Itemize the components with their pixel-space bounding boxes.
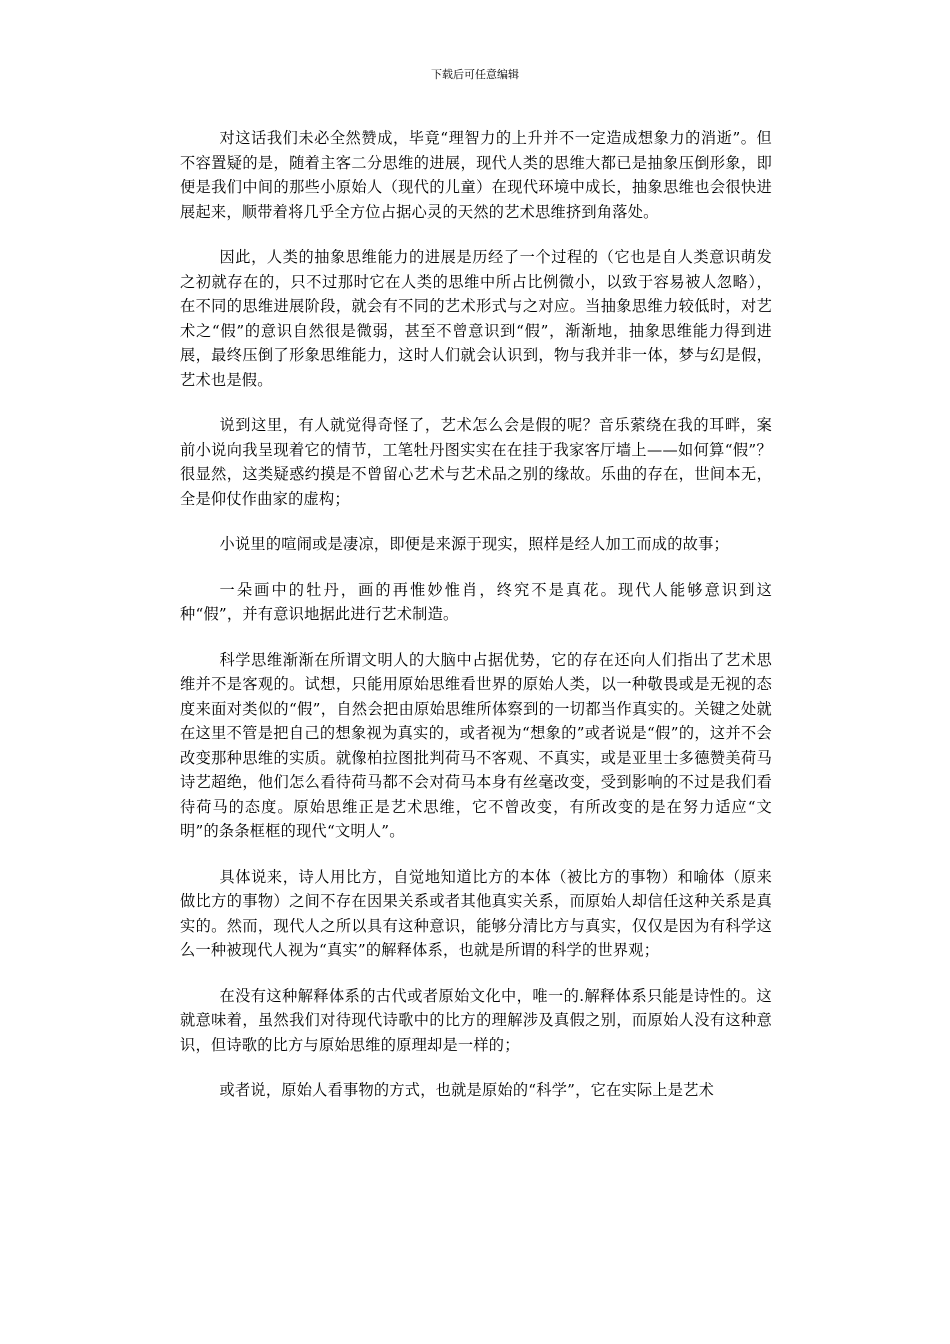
paragraph: 小说里的喧闹或是凄凉，即便是来源于现实，照样是经人加工而成的故事； — [219, 535, 729, 553]
paragraph: 对这话我们未必全然赞成，毕竟“理智力的上升并不一定造成想象力的消逝”。但不容置疑的是，随着主客二分思维的进展，现代人类的思维大都已是抽象压倒形象，即便是我们中间的那些小原始人（现代的儿童）在现代环境中成长，抽象思维也会很快进展起来，顺带着将几乎全方位占据心灵的天然的艺术思维挤到角落处。 — [180, 129, 772, 221]
paragraph: 因此，人类的抽象思维能力的进展是历经了一个过程的（它也是自人类意识萌发之初就存在的，只不过那时它在人类的思维中所占比例微小，以致于容易被人忽略），在不同的思维进展阶段，就会有不同的艺术形式与之对应。当抽象思维力较低时，对艺术之“假”的意识自然很是微弱，甚至不曾意识到“假”，渐渐地，抽象思维能力得到进展，最终压倒了形象思维能力，这时人们就会认识到，物与我并非一体，梦与幻是假，艺术也是假。 — [180, 248, 772, 389]
page-header: 下载后可任意编辑 — [431, 68, 519, 81]
document-body — [180, 126, 772, 1124]
paragraph: 具体说来，诗人用比方，自觉地知道比方的本体（被比方的事物）和喻体（原来做比方的事物）之间不存在因果关系或者其他真实关系，而原始人却信任这种关系是真实的。然而，现代人之所以具有这种意识，能够分清比方与真实，仅仅是因为有科学这么一种被现代人视为“真实”的解释体系，也就是所谓的科学的世界观； — [180, 867, 772, 959]
paragraph: 科学思维渐渐在所谓文明人的大脑中占据优势，它的存在还向人们指出了艺术思维并不是客观的。试想，只能用原始思维看世界的原始人类，以一种敬畏或是无视的态度来面对类似的“假”，自然会把由原始思维所体察到的一切都当作真实的。关键之处就在这里不管是把自己的想象视为真实的，或者视为“想象的”或者说是“假”的，这并不会改变那种思维的实质。就像柏拉图批判荷马不客观、不真实，或是亚里士多德赞美荷马诗艺超绝，他们怎么看待荷马都不会对荷马本身有丝毫改变，受到影响的不过是我们看待荷马的态度。原始思维正是艺术思维，它不曾改变，有所改变的是在努力适应“文明”的条条框框的现代“文明人”。 — [180, 650, 772, 840]
paragraph: 在没有这种解释体系的古代或者原始文化中，唯一的.解释体系只能是诗性的。这就意味着，虽然我们对待现代诗歌中的比方的理解涉及真假之别，而原始人没有这种意识，但诗歌的比方与原始思维的原理却是一样的； — [180, 986, 772, 1054]
paragraph: 说到这里，有人就觉得奇怪了，艺术怎么会是假的呢？音乐萦绕在我的耳畔，案前小说向我呈现着它的情节，工笔牡丹图实实在在挂于我家客厅墙上——如何算“假”？很显然，这类疑惑约摸是不曾留心艺术与艺术品之别的缘故。乐曲的存在，世间本无，全是仰仗作曲家的虚构； — [180, 416, 772, 508]
paragraph: 一朵画中的牡丹，画的再惟妙惟肖，终究不是真花。现代人能够意识到这种“假”，并有意识地据此进行艺术制造。 — [180, 580, 772, 623]
paragraph: 或者说，原始人看事物的方式，也就是原始的“科学”，它在实际上是艺术 — [219, 1081, 715, 1099]
